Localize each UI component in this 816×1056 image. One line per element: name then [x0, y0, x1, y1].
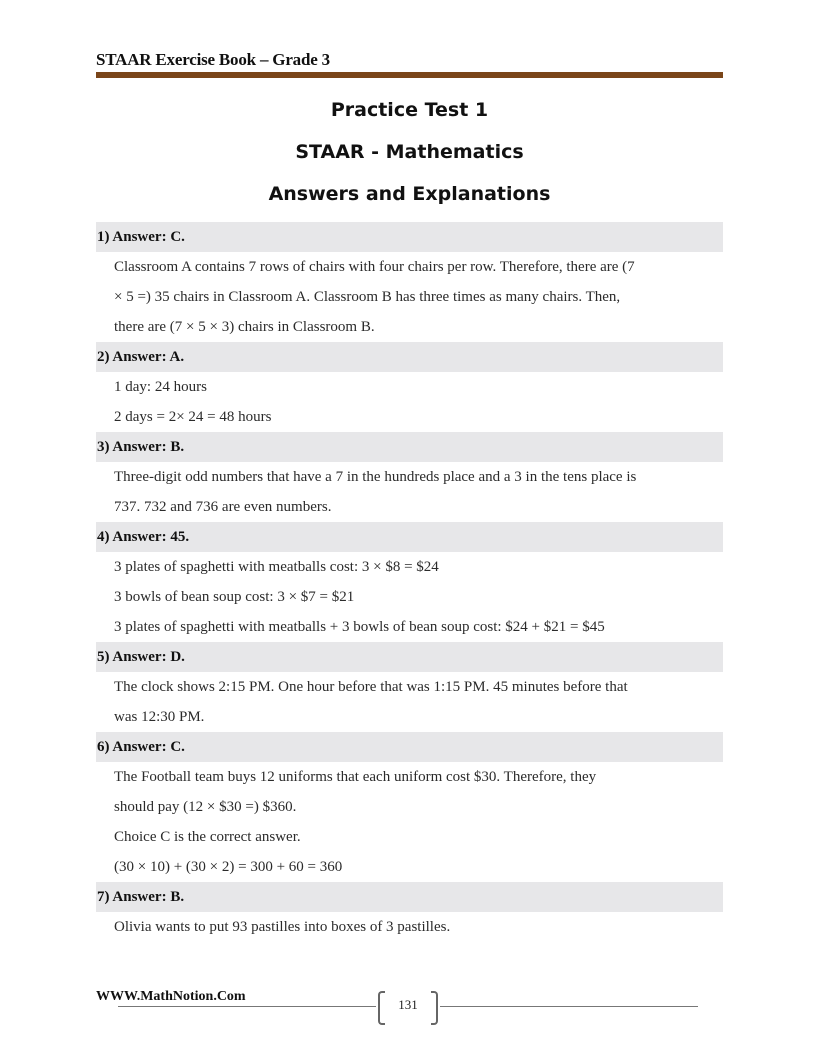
explanation-line: (30 × 10) + (30 × 2) = 300 + 60 = 360	[114, 859, 343, 875]
footer-divider-right	[440, 1006, 698, 1007]
explanation-line: 2 days = 2× 24 = 48 hours	[114, 409, 272, 425]
answer-block	[96, 222, 723, 342]
explanation-line: should pay (12 × $30 =) $360.	[114, 799, 297, 815]
footer-website: WWW.MathNotion.Com	[96, 989, 246, 1004]
explanation-line: Classroom A contains 7 rows of chairs with four chairs per row. Therefore, there are (7	[114, 259, 635, 275]
explanation-line: there are (7 × 5 × 3) chairs in Classroom B.	[114, 319, 375, 335]
page-number-bracket-left	[378, 991, 385, 1025]
explanation-line: 3 bowls of bean soup cost: 3 × $7 = $21	[114, 589, 355, 605]
answer-block	[96, 882, 723, 942]
explanation-line: Olivia wants to put 93 pastilles into boxes of 3 pastilles.	[114, 919, 451, 935]
answer-block	[96, 732, 723, 882]
answer-heading: 5) Answer: D.	[96, 642, 723, 672]
explanation-line: The Football team buys 12 uniforms that each uniform cost $30. Therefore, they	[114, 769, 597, 785]
answer-heading: 3) Answer: B.	[96, 432, 723, 462]
explanation-line: 1 day: 24 hours	[114, 379, 207, 395]
page-number: 131	[398, 997, 418, 1012]
answer-block	[96, 432, 723, 522]
answer-heading: 2) Answer: A.	[96, 342, 723, 372]
footer-divider-left	[118, 1006, 376, 1007]
explanation-line: 3 plates of spaghetti with meatballs cost: 3 × $8 = $24	[114, 559, 439, 575]
explanation-line: 3 plates of spaghetti with meatballs + 3 bowls of bean soup cost: $24 + $21 = $45	[114, 619, 605, 635]
answer-block	[96, 342, 723, 432]
answer-heading: 6) Answer: C.	[96, 732, 723, 762]
practice-test-title: Practice Test 1	[330, 99, 489, 121]
header-divider	[96, 72, 723, 78]
explanation-line: Choice C is the correct answer.	[114, 829, 301, 845]
explanation-line: The clock shows 2:15 PM. One hour before that was 1:15 PM. 45 minutes before that	[114, 679, 628, 695]
answer-heading: 7) Answer: B.	[96, 882, 723, 912]
book-header-title: STAAR Exercise Book – Grade 3	[96, 50, 330, 69]
answer-heading: 4) Answer: 45.	[96, 522, 723, 552]
explanation-line: 737. 732 and 736 are even numbers.	[114, 499, 332, 515]
answers-list	[96, 222, 723, 942]
answer-block	[96, 642, 723, 732]
page-number-bracket-right	[431, 991, 438, 1025]
subject-title: STAAR - Mathematics	[295, 141, 524, 163]
answer-heading: 1) Answer: C.	[96, 222, 723, 252]
section-title: Answers and Explanations	[268, 183, 551, 205]
explanation-line: Three-digit odd numbers that have a 7 in the hundreds place and a 3 in the tens place is	[114, 469, 637, 485]
answer-block	[96, 522, 723, 642]
explanation-line: was 12:30 PM.	[114, 709, 205, 725]
explanation-line: × 5 =) 35 chairs in Classroom A. Classroom B has three times as many chairs. Then,	[114, 289, 621, 305]
